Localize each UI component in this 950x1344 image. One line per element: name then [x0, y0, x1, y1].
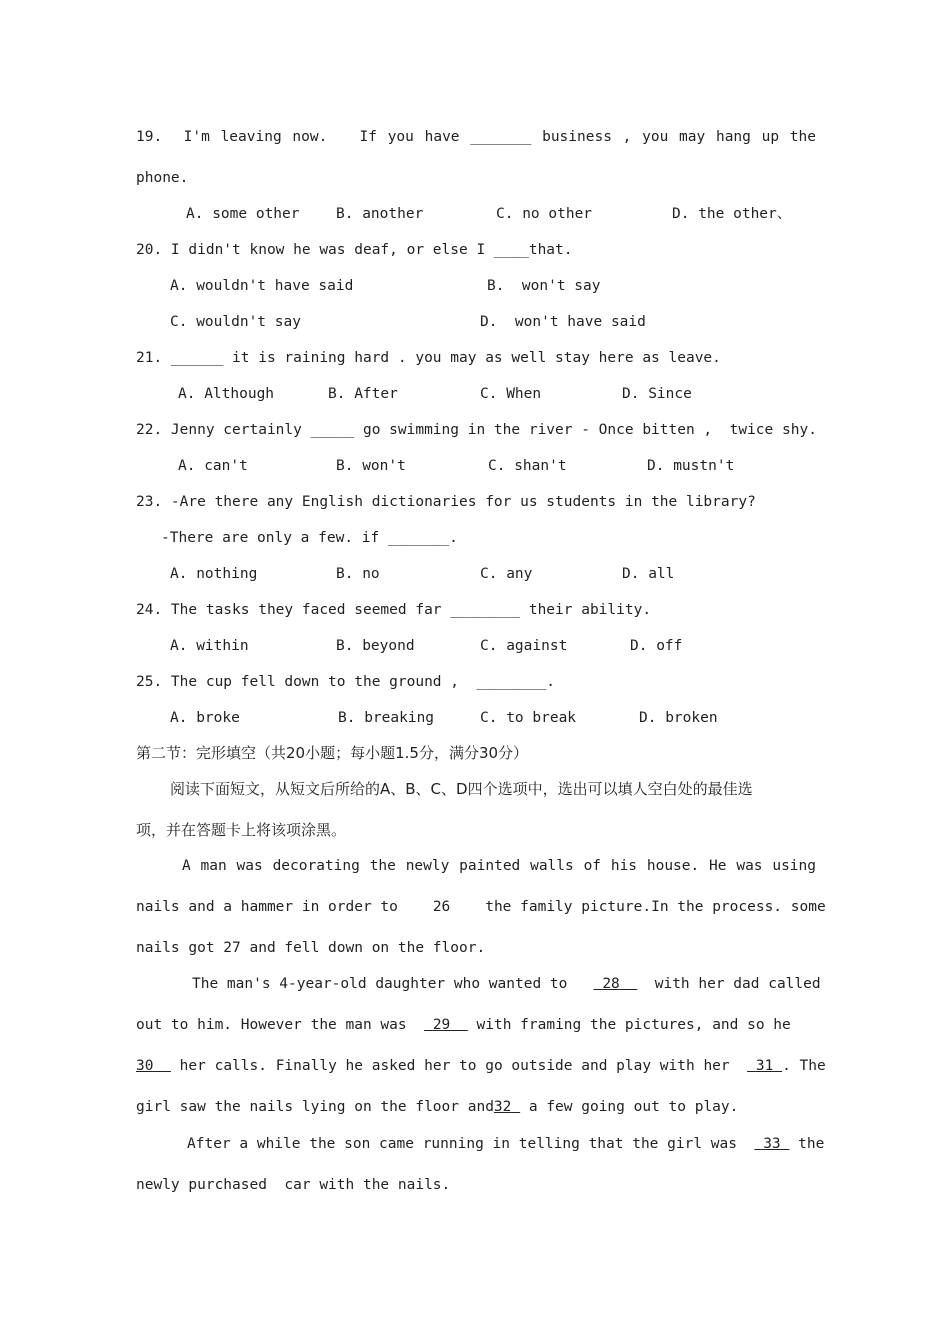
passage-line: The man's 4-year-old daughter who wanted to 28 with her dad called — [192, 976, 821, 992]
q24-option-a: A. within — [170, 638, 249, 654]
q23-option-c: C. any — [480, 566, 533, 582]
q20-option-a: A. wouldn't have said — [170, 278, 354, 294]
section-2-instruction: 阅读下面短文，从短文后所给的A、B、C、D四个选项中，选出可以填人空白处的最佳选 — [170, 780, 753, 798]
q23-option-b: B. no — [336, 566, 380, 582]
blank-31: 31 — [755, 1058, 774, 1074]
passage-line: 30 her calls. Finally he asked her to go outside and play with her 31 . The — [136, 1058, 826, 1074]
q24-option-d: D. off — [630, 638, 683, 654]
q22-option-b: B. won't — [336, 458, 406, 474]
question-25-stem: 25. The cup fell down to the ground , ________. — [136, 674, 556, 690]
question-21-stem: 21. ______ it is raining hard . you may as well stay here as leave. — [136, 350, 721, 366]
passage-line: girl saw the nails lying on the floor and32 a few going out to play. — [136, 1099, 739, 1115]
q24-option-c: C. against — [480, 638, 568, 654]
q25-option-b: B. breaking — [338, 710, 435, 726]
q23-option-a: A. nothing — [170, 566, 258, 582]
q25-option-d: D. broken — [639, 710, 718, 726]
blank-28: 28 — [602, 976, 620, 992]
blank-33: 33 — [763, 1136, 781, 1152]
question-24-stem: 24. The tasks they faced seemed far ________ their ability. — [136, 602, 652, 618]
question-19-stem-cont: phone. — [136, 170, 189, 186]
q19-option-a: A. some other — [186, 206, 300, 222]
q21-option-c: C. When — [480, 386, 542, 402]
blank-30: 30 — [136, 1058, 154, 1074]
question-19-stem: 19. I'm leaving now. If you have _______ business , you may hang up the — [136, 129, 816, 145]
passage-line: nails got 27 and fell down on the floor. — [136, 940, 486, 956]
q22-option-a: A. can't — [178, 458, 248, 474]
question-20-stem: 20. I didn't know he was deaf, or else I ____that. — [136, 242, 573, 258]
passage-line: After a while the son came running in telling that the girl was 33 the — [187, 1136, 825, 1152]
q19-option-c: C. no other — [496, 206, 593, 222]
blank-29: 29 — [432, 1017, 451, 1033]
section-2-instruction-cont: 项，并在答题卡上将该项涂黑。 — [136, 821, 347, 839]
q25-option-a: A. broke — [170, 710, 240, 726]
q19-option-b: B. another — [336, 206, 424, 222]
q23-option-d: D. all — [622, 566, 675, 582]
q20-option-c: C. wouldn't say — [170, 314, 301, 330]
q21-option-b: B. After — [328, 386, 398, 402]
passage-line: A man was decorating the newly painted walls of his house. He was using — [182, 858, 816, 874]
q21-option-a: A. Although — [178, 386, 275, 402]
question-23-reply: -There are only a few. if _______. — [161, 530, 458, 546]
passage-line: nails and a hammer in order to 26 the family picture.In the process. some — [136, 899, 826, 915]
question-22-stem: 22. Jenny certainly _____ go swimming in the river - Once bitten , twice shy. — [136, 422, 817, 438]
passage-line: newly purchased car with the nails. — [136, 1177, 451, 1193]
q21-option-d: D. Since — [622, 386, 692, 402]
blank-32: 32 — [493, 1099, 512, 1115]
q24-option-b: B. beyond — [336, 638, 415, 654]
q22-option-c: C. shan't — [488, 458, 567, 474]
q19-option-d: D. the other、 — [672, 206, 792, 222]
q20-option-b: B. won't say — [487, 278, 601, 294]
section-2-heading: 第二节：完形填空（共20小题；每小题1.5分，满分30分） — [136, 744, 529, 762]
q25-option-c: C. to break — [480, 710, 577, 726]
q22-option-d: D. mustn't — [647, 458, 735, 474]
blank-26: 26 — [432, 899, 451, 915]
passage-line: out to him. However the man was 29 with framing the pictures, and so he — [136, 1017, 791, 1033]
q20-option-d: D. won't have said — [480, 314, 646, 330]
question-23-stem: 23. -Are there any English dictionaries for us students in the library? — [136, 494, 756, 510]
